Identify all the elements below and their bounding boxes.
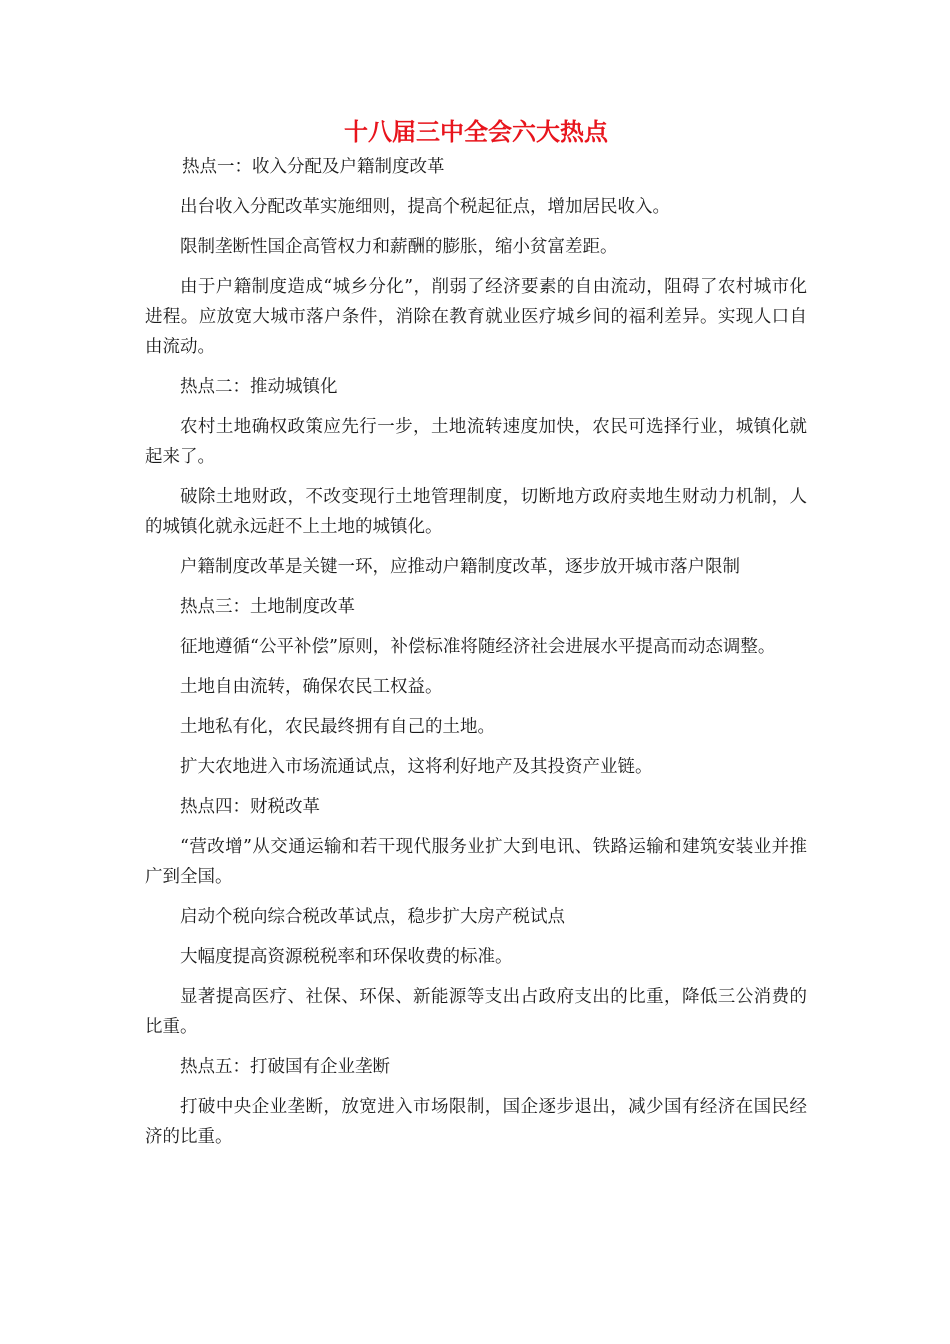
paragraph: 大幅度提高资源税税率和环保收费的标准。 (180, 947, 513, 967)
heading-hotspot-3: 热点三：土地制度改革 (180, 597, 355, 617)
paragraph: 征地遵循“公平补偿”原则，补偿标准将随经济社会进展水平提高而动态调整。 (180, 637, 776, 657)
document-page (145, 110, 807, 1152)
paragraph: 限制垄断性国企高管权力和薪酬的膨胀，缩小贫富差距。 (180, 237, 618, 257)
paragraph: 破除土地财政，不改变现行土地管理制度，切断地方政府卖地生财动力机制，人的城镇化就永远赶不上土地的城镇化。 (145, 487, 807, 537)
document-title: 十八届三中全会六大热点 (344, 118, 608, 146)
paragraph: 土地自由流转，确保农民工权益。 (180, 677, 443, 697)
heading-hotspot-4: 热点四：财税改革 (180, 797, 320, 817)
paragraph: 扩大农地进入市场流通试点，这将利好地产及其投资产业链。 (180, 757, 653, 777)
paragraph: 启动个税向综合税改革试点，稳步扩大房产税试点 (180, 907, 565, 927)
paragraph: 由于户籍制度造成“城乡分化”，削弱了经济要素的自由流动，阻碍了农村城市化进程。应放宽大城市落户条件，消除在教育就业医疗城乡间的福利差异。实现人口自由流动。 (145, 277, 807, 357)
paragraph: 打破中央企业垄断，放宽进入市场限制，国企逐步退出，减少国有经济在国民经济的比重。 (145, 1097, 807, 1147)
paragraph: 土地私有化，农民最终拥有自己的土地。 (180, 717, 495, 737)
paragraph: “营改增”从交通运输和若干现代服务业扩大到电讯、铁路运输和建筑安装业并推广到全国。 (145, 837, 807, 887)
heading-hotspot-5: 热点五：打破国有企业垄断 (180, 1057, 390, 1077)
paragraph: 出台收入分配改革实施细则，提高个税起征点，增加居民收入。 (180, 197, 670, 217)
paragraph: 农村土地确权政策应先行一步，土地流转速度加快，农民可选择行业，城镇化就起来了。 (145, 417, 807, 467)
paragraph: 显著提高医疗、社保、环保、新能源等支出占政府支出的比重，降低三公消费的比重。 (145, 987, 807, 1037)
heading-hotspot-1: 热点一：收入分配及户籍制度改革 (182, 157, 445, 177)
heading-hotspot-2: 热点二：推动城镇化 (180, 377, 338, 397)
paragraph: 户籍制度改革是关键一环，应推动户籍制度改革，逐步放开城市落户限制 (180, 557, 740, 577)
